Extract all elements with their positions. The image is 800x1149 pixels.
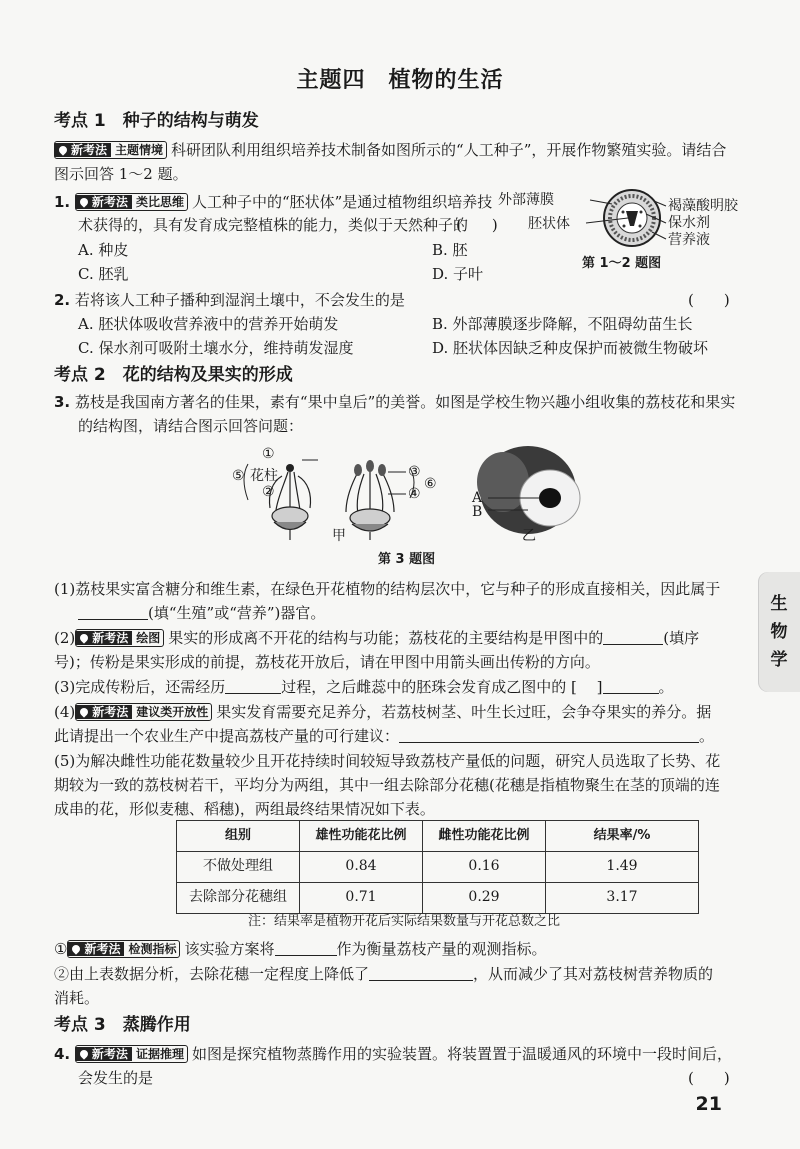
answer-blank[interactable] (399, 742, 699, 743)
column-header: 组别 (177, 821, 300, 852)
label-jia: 甲 (332, 528, 346, 544)
table-cell: 0.84 (300, 852, 423, 883)
sub-question-4-cont: 此请提出一个农业生产中提高荔枝产量的可行建议： 。 (54, 727, 715, 745)
page-title: 主题四 植物的生活 (296, 68, 504, 93)
new-method-tag: 新考法 证据推理 (75, 1045, 188, 1063)
question-2-stem: 2. 若将该人工种子播种到湿润土壤中，不会发生的是 (54, 291, 405, 309)
option-a: A. 种皮 (78, 241, 129, 259)
answer-blank[interactable] (603, 693, 659, 694)
new-method-tag: 新考法 检测指标 (67, 940, 180, 958)
label-nutrient-solution: 营养液 (668, 232, 710, 248)
table-cell: 0.71 (300, 883, 423, 914)
answer-blank[interactable] (225, 693, 281, 694)
answer-blank[interactable] (275, 955, 337, 956)
column-header: 雌性功能花比例 (423, 821, 546, 852)
label-yi: 乙 (522, 528, 536, 544)
sub-question-4: (4) 新考法 建议类开放性 果实发育需要充足养分，若荔枝树茎、叶生长过旺，会争夺果实的养分。据 (54, 703, 712, 721)
question-1-stem-cont: 术获得的，具有发育成完整植株的能力，类似于天然种子的 (78, 216, 469, 234)
question-3-intro-cont: 的结构图，请结合图示回答问题： (78, 417, 304, 435)
subject-side-tab (758, 572, 800, 692)
option-b: B. 外部薄膜逐步降解，不阻碍幼苗生长 (432, 315, 693, 333)
sub-question-5-cont2: 成串的花，形似麦穗、稻穗)，两组最终结果情况如下表。 (54, 800, 435, 818)
section-heading-2: 考点 2 花的结构及果实的形成 (54, 365, 293, 385)
question-3-intro: 3. 荔枝是我国南方著名的佳果，素有“果中皇后”的美誉。如图是学校生物兴趣小组收集的荔枝花和果实 (54, 393, 736, 411)
figure-caption: 第 3 题图 (378, 552, 436, 567)
intro-1-2-cont: 图示回答 1～2 题。 (54, 165, 188, 183)
answer-paren: ( ) (688, 1069, 730, 1087)
new-method-tag: 新考法 主题情境 (54, 141, 167, 159)
table-cell: 不做处理组 (177, 852, 300, 883)
label-outer-membrane: 外部薄膜 (498, 192, 554, 208)
answer-blank[interactable] (78, 619, 148, 620)
table-row (177, 883, 699, 914)
sub-question-2: (2) 新考法 绘图 果实的形成离不开花的结构与功能；荔枝花的主要结构是甲图中的 (填序 (54, 629, 700, 647)
option-a: A. 胚状体吸收营养液中的营养开始萌发 (78, 315, 339, 333)
sub-question-5-1: ① 新考法 检测指标 该实验方案将 作为衡量荔枝产量的观测指标。 (54, 940, 547, 958)
intro-1-2: 新考法 主题情境 科研团队利用组织培养技术制备如图所示的“人工种子”，开展作物繁殖实验。请结合 (54, 139, 726, 162)
side-tab-char: 学 (770, 650, 788, 670)
label-style: 花柱 (250, 468, 278, 484)
new-method-tag: 新考法 绘图 (75, 629, 164, 647)
table-cell: 去除部分花穗组 (177, 883, 300, 914)
question-4-stem: 4. 新考法 证据推理 如图是探究植物蒸腾作用的实验装置。将装置置于温暖通风的环境中一段时间后， (54, 1045, 732, 1063)
sub-question-5-2-cont: 消耗。 (54, 989, 100, 1007)
page-number: 21 (695, 1093, 722, 1115)
answer-blank[interactable] (369, 980, 473, 981)
sub-question-1-cont: (填“生殖”或“营养”)器官。 (78, 602, 325, 625)
section-heading-1: 考点 1 种子的结构与萌发 (54, 111, 259, 131)
option-d: D. 胚状体因缺乏种皮保护而被微生物破坏 (432, 339, 709, 357)
sub-question-1: (1)荔枝果实富含糖分和维生素，在绿色开花植物的结构层次中，它与种子的形成直接相关，因此属于 (54, 580, 721, 598)
option-b: B. 胚 (432, 241, 468, 259)
question-1-stem: 1. 新考法 类比思维 人工种子中的“胚状体”是通过植物组织培养技 (54, 193, 493, 211)
label-embryoid: 胚状体 (528, 216, 570, 232)
option-d: D. 子叶 (432, 265, 484, 283)
table-cell: 0.16 (423, 852, 546, 883)
label-a: A (472, 490, 483, 506)
lychee-figure (228, 442, 588, 572)
sub-question-5: (5)为解决雌性功能花数量较少且开花持续时间较短导致荔枝产量低的问题，研究人员选取了长势、花 (54, 752, 721, 770)
new-method-tag: 新考法 类比思维 (75, 193, 188, 211)
table-header-row (177, 821, 699, 852)
section-heading-3: 考点 3 蒸腾作用 (54, 1015, 191, 1035)
answer-paren: ( ) (688, 291, 730, 309)
label-1: ① (262, 446, 275, 462)
answer-paren: ( ) (456, 216, 498, 234)
label-alginate-gelatin: 褐藻酸明胶 (668, 198, 738, 214)
sub-question-2-cont: 号)；传粉是果实形成的前提，荔枝花开放后，请在甲图中用箭头画出传粉的方向。 (54, 653, 600, 671)
table-row (177, 852, 699, 883)
table-cell: 1.49 (546, 852, 699, 883)
side-tab-char: 物 (770, 622, 788, 642)
label-5: ⑤ (232, 468, 245, 484)
column-header: 结果率/% (546, 821, 699, 852)
table-cell: 3.17 (546, 883, 699, 914)
option-c: C. 保水剂可吸附土壤水分，维持萌发湿度 (78, 339, 354, 357)
option-c: C. 胚乳 (78, 265, 129, 283)
answer-blank[interactable] (603, 644, 663, 645)
side-tab-char: 生 (770, 594, 788, 614)
label-3: ③ (408, 464, 421, 480)
label-b: B (472, 504, 483, 520)
question-4-stem-cont: 会发生的是 (78, 1069, 154, 1087)
figure-caption: 第 1～2 题图 (582, 256, 662, 271)
artificial-seed-figure (498, 186, 740, 272)
column-header: 雄性功能花比例 (300, 821, 423, 852)
table-note: 注：结果率是植物开花后实际结果数量与开花总数之比 (248, 914, 561, 929)
sub-question-5-2: ②由上表数据分析，去除花穗一定程度上降低了 ，从而减少了其对荔枝树营养物质的 (54, 965, 714, 983)
label-4: ④ (408, 486, 421, 502)
label-water-retaining-agent: 保水剂 (668, 215, 710, 231)
sub-question-5-cont: 期较为一致的荔枝树若干，平均分为两组，其中一组去除部分花穗(花穗是指植物聚生在茎的顶端的连 (54, 776, 720, 794)
label-6: ⑥ (424, 476, 437, 492)
results-table (176, 820, 699, 914)
label-2: ② (262, 484, 275, 500)
new-method-tag: 新考法 建议类开放性 (75, 703, 212, 721)
sub-question-3: (3)完成传粉后，还需经历 过程，之后雌蕊中的胚珠会发育成乙图中的 [ ] 。 (54, 678, 674, 696)
table-cell: 0.29 (423, 883, 546, 914)
